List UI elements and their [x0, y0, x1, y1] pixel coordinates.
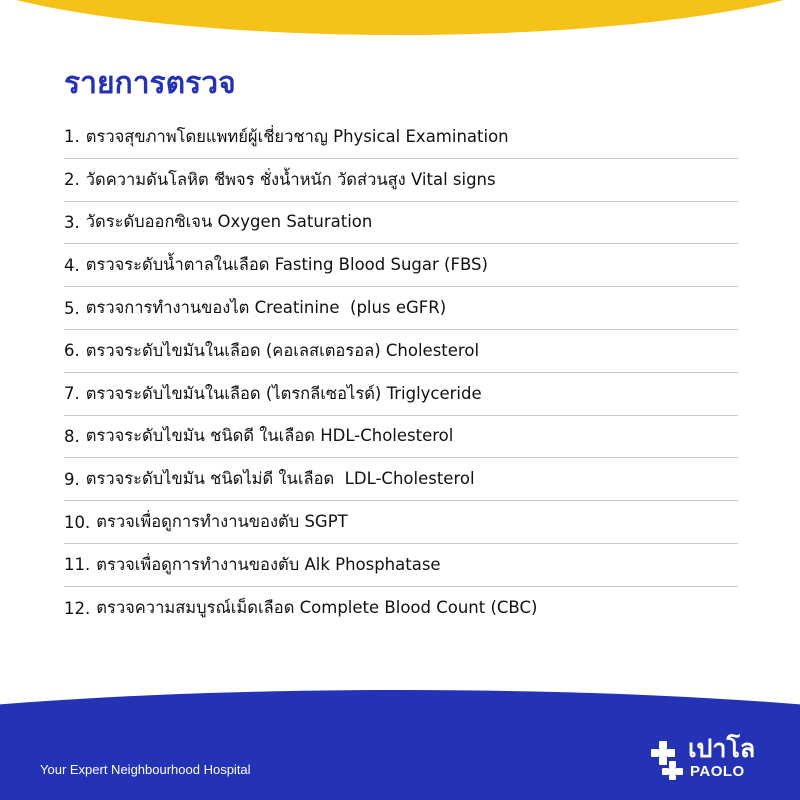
item-number: 11. — [64, 555, 91, 575]
list-item — [64, 202, 738, 245]
list-item — [64, 159, 738, 202]
list-item — [64, 330, 738, 373]
list-item — [64, 544, 738, 587]
list-item — [64, 244, 738, 287]
logo-english-text: PAOLO — [690, 763, 745, 780]
item-text: ตรวจระดับไขมันในเลือด (ไตรกลีเซอไรด์) Triglyceride — [85, 383, 482, 403]
checkup-list — [64, 116, 738, 630]
item-number: 2. — [64, 170, 80, 190]
list-item — [64, 416, 738, 459]
item-number: 6. — [64, 341, 80, 361]
footer-tagline: Your Expert Neighbourhood Hospital — [40, 762, 251, 777]
list-item — [64, 287, 738, 330]
item-number: 4. — [64, 255, 80, 275]
item-text: ตรวจความสมบูรณ์เม็ดเลือด Complete Blood Count (CBC) — [96, 598, 538, 618]
item-text: ตรวจสุขภาพโดยแพทย์ผู้เชี่ยวชาญ Physical Examination — [85, 126, 509, 146]
list-item — [64, 458, 738, 501]
item-text: ตรวจระดับไขมัน ชนิดไม่ดี ในเลือด LDL-Cholesterol — [85, 469, 475, 489]
item-number: 9. — [64, 469, 80, 489]
item-text: ตรวจการทำงานของไต Creatinine (plus eGFR) — [85, 298, 447, 318]
item-text: ตรวจระดับน้ำตาลในเลือด Fasting Blood Sugar (FBS) — [85, 255, 488, 275]
list-item — [64, 116, 738, 159]
logo-thai-text: เปาโล — [688, 734, 756, 763]
item-text: ตรวจระดับไขมันในเลือด (คอเลสเตอรอล) Cholesterol — [85, 340, 480, 360]
item-number: 3. — [64, 212, 80, 232]
item-number: 8. — [64, 426, 80, 446]
item-text: ตรวจเพื่อดูการทำงานของตับ SGPT — [96, 512, 348, 532]
item-text: วัดระดับออกซิเจน Oxygen Saturation — [85, 212, 373, 232]
top-decor-arc — [0, 0, 800, 35]
list-item — [64, 587, 738, 630]
item-text: ตรวจเพื่อดูการทำงานของตับ Alk Phosphatase — [96, 554, 441, 574]
item-text: ตรวจระดับไขมัน ชนิดดี ในเลือด HDL-Cholesterol — [85, 426, 454, 446]
page-title: รายการตรวจ — [64, 66, 236, 101]
item-number: 5. — [64, 298, 80, 318]
cross-icon — [648, 740, 684, 780]
item-number: 1. — [64, 127, 80, 147]
list-item — [64, 501, 738, 544]
item-number: 12. — [64, 598, 91, 618]
item-number: 7. — [64, 384, 80, 404]
item-number: 10. — [64, 512, 91, 532]
hospital-logo — [648, 734, 768, 784]
list-item — [64, 373, 738, 416]
item-text: วัดความดันโลหิต ชีพจร ชั่งน้ำหนัก วัดส่วนสูง Vital signs — [85, 169, 496, 189]
